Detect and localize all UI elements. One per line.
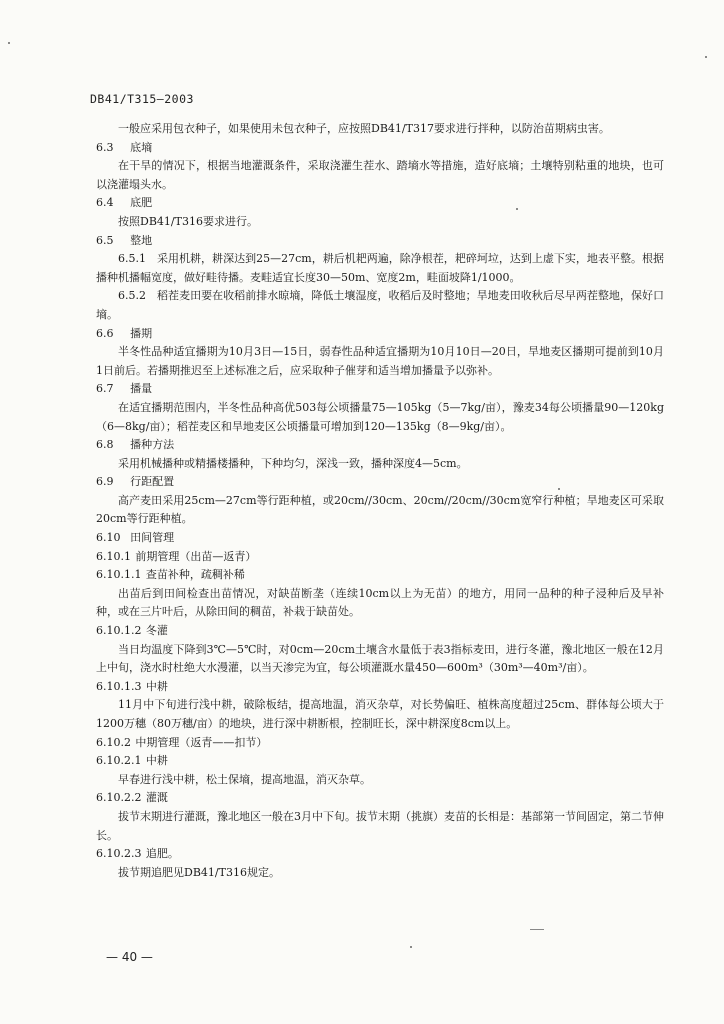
section-number: 6.7 xyxy=(96,382,114,396)
section-number: 6.10.1.2 xyxy=(96,624,142,638)
section-title: 播量 xyxy=(130,382,153,396)
section-title: 中期管理（返青——扣节） xyxy=(135,735,268,749)
section-number: 6.10.2.3 xyxy=(96,847,142,861)
section-title: 播种方法 xyxy=(130,438,175,452)
section-heading xyxy=(96,789,664,808)
body-paragraph: 6.5.2 稻茬麦田要在收稻前排水晾墒，降低土壤湿度，收稻后及时整地；旱地麦田收秋后尽早两茬整地，保好口墒。 xyxy=(96,289,664,321)
section-title: 底肥 xyxy=(130,196,153,210)
scan-speck xyxy=(558,488,560,490)
body-paragraph: 当日均温度下降到3℃—5℃时，对0cm—20cm土壤含水量低于表3指标麦田，进行冬灌，豫北地区一般在12月上中旬，浇水时杜绝大水漫灌，以当天渗完为宜，每公顷灌溉水量450—600m³（30m³—40m³/亩）。 xyxy=(96,642,664,675)
section-number: 6.5 xyxy=(96,233,114,247)
section-number: 6.10 xyxy=(96,531,121,545)
section-title: 前期管理（出苗—返青） xyxy=(135,549,257,563)
section-title: 底墒 xyxy=(130,140,153,154)
body-paragraph: 早春进行浅中耕，松土保墒，提高地温，消灭杂草。 xyxy=(118,772,371,786)
section-heading xyxy=(96,734,664,753)
section-title: 追肥。 xyxy=(145,847,179,861)
section-number: 6.10.2.1 xyxy=(96,754,142,768)
body-paragraph: 11月中下旬进行浅中耕，破除板结，提高地温，消灭杂草，对长势偏旺、植株高度超过25cm、群体每公顷大于1200万穗（80万穗/亩）的地块，进行深中耕断根，控制旺长，深中耕深度8cm以上。 xyxy=(96,698,664,730)
section-heading xyxy=(96,232,664,251)
body-paragraph: 半冬性品种适宜播期为10月3日—15日，弱春性品种适宜播期为10月10日—20日，旱地麦区播期可提前到10月1日前后。若播期推迟至上述标准之后，应采取种子催芽和适当增加播量予以弥补。 xyxy=(96,345,664,377)
scan-mark xyxy=(530,929,544,930)
section-number: 6.3 xyxy=(96,140,114,154)
section-number: 6.10.2.2 xyxy=(96,791,142,805)
document-code: DB41/T315—2003 xyxy=(90,92,194,106)
body-paragraph: 高产麦田采用25cm—27cm等行距种植，或20cm//30cm、20cm//20cm//30cm宽窄行种植；旱地麦区可采取20cm等行距种植。 xyxy=(96,493,664,526)
section-number: 6.10.1.1 xyxy=(96,568,142,582)
section-title: 中耕 xyxy=(145,754,168,768)
section-heading xyxy=(96,380,664,399)
section-heading xyxy=(96,752,664,771)
section-heading xyxy=(96,325,664,344)
body-paragraph: 按照DB41/T316要求进行。 xyxy=(118,214,258,228)
section-heading xyxy=(96,139,664,158)
document-body xyxy=(96,120,664,882)
body-paragraph: 6.5.1 采用机耕，耕深达到25—27cm，耕后机耙两遍，除净根茬，耙碎坷垃，达到上虚下实，地表平整。根据播种机播幅宽度，做好畦待播。麦畦适宜长度30—50m、宽度2m，畦面坡降1/1000。 xyxy=(96,252,664,284)
section-number: 6.10.1.3 xyxy=(96,679,142,693)
body-paragraph: 出苗后到田间检查出苗情况，对缺苗断垄（连续10cm以上为无苗）的地方，用同一品种的种子浸种后及早补种，或在三片叶后，从除田间的稠苗，补栽于缺苗处。 xyxy=(96,586,664,619)
section-number: 6.9 xyxy=(96,475,114,489)
body-paragraph: 在适宜播期范围内，半冬性品种高优503每公顷播量75—105kg（5—7kg/亩），豫麦34每公顷播量90—120kg（6—8kg/亩）；稻茬麦区和旱地麦区公顷播量可增加到120—135kg（8—9kg/亩）。 xyxy=(96,400,664,433)
scan-speck xyxy=(516,208,518,210)
section-heading xyxy=(96,548,664,567)
scan-speck xyxy=(8,42,10,44)
section-heading xyxy=(96,529,664,548)
section-title: 中耕 xyxy=(145,679,168,693)
section-heading xyxy=(96,194,664,213)
body-paragraph: 一般应采用包衣种子，如果使用未包衣种子，应按照DB41/T317要求进行拌种，以防治苗期病虫害。 xyxy=(118,122,610,135)
scan-speck xyxy=(410,946,412,948)
section-number: 6.8 xyxy=(96,438,114,452)
body-paragraph: 拔节末期进行灌溉，豫北地区一般在3月中下旬。拔节末期（挑旗）麦苗的长相是：基部第一节间固定，第二节伸长。 xyxy=(96,809,664,842)
section-title: 查苗补种，疏稠补稀 xyxy=(145,568,245,582)
body-paragraph: 在干旱的情况下，根据当地灌溉条件，采取浇灌生茬水、踏墒水等措施，造好底墒；土壤特别粘重的地块，也可以浇灌塌头水。 xyxy=(96,159,664,191)
section-number: 6.4 xyxy=(96,196,114,210)
section-heading xyxy=(96,473,664,492)
section-heading xyxy=(96,622,664,641)
section-title: 灌溉 xyxy=(145,791,168,805)
page-number: — 40 — xyxy=(106,950,153,964)
section-number: 6.10.1 xyxy=(96,549,131,563)
scan-speck xyxy=(705,56,707,58)
section-heading xyxy=(96,678,664,697)
section-title: 整地 xyxy=(130,233,153,247)
section-title: 播期 xyxy=(130,326,153,340)
section-number: 6.6 xyxy=(96,326,114,340)
body-paragraph: 拔节期追肥见DB41/T316规定。 xyxy=(118,865,280,879)
section-title: 田间管理 xyxy=(130,531,175,545)
section-heading xyxy=(96,566,664,585)
section-heading xyxy=(96,845,664,864)
body-paragraph: 采用机械播种或精播楼播种，下种均匀，深浅一致，播种深度4—5cm。 xyxy=(118,456,468,470)
section-number: 6.10.2 xyxy=(96,735,131,749)
section-heading xyxy=(96,436,664,455)
section-title: 行距配置 xyxy=(130,475,175,489)
section-title: 冬灌 xyxy=(145,624,168,638)
